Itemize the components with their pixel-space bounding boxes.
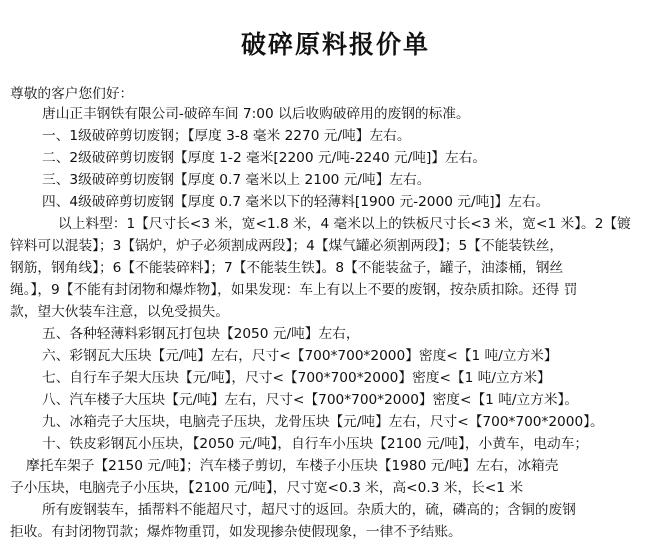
requirements-line-4: 绳。】，9【不能有封闭物和爆炸物】，如果发现：车上有以上不要的废钢，按杂质扣除。还得 罚 — [10, 282, 578, 298]
item-5-line: 五、各种轻薄料彩钢瓦打包块【2050 元/吨】左右， — [42, 326, 360, 342]
page-title: 破碎原料报价单 — [240, 30, 430, 59]
requirements-line-5: 款，望大伙装车注意，以免受损失。 — [10, 304, 230, 320]
grade-2-line: 二、2级破碎剪切废钢【厚度 1-2 毫米[2200 元/吨-2240 元/吨]】左右。 — [42, 150, 487, 166]
requirements-line-3: 钢筋，钢角线】；6【不能装碎料】；7【不能装生铁】。8【不能装盆子，罐子，油漆桶，钢丝 — [10, 260, 564, 276]
item-7-line: 七、自行车子架大压块【元/吨】，尺寸<【700*700*2000】密度<【1 吨/立方米】 — [42, 370, 551, 386]
item-10-line-1: 十、铁皮彩钢瓦小压块，【2050 元/吨】，自行车小压块【2100 元/吨】，小黄车，电动车； — [42, 436, 589, 452]
grade-3-line: 三、3级破碎剪切废钢【厚度 0.7 毫米以上 2100 元/吨】左右。 — [42, 172, 431, 188]
item-6-line: 六、彩钢瓦大压块【元/吨】左右，尺寸<【700*700*2000】密度<【1 吨/立方米】 — [42, 348, 558, 364]
closing-line-1: 所有废钢装车，插帮料不能超尺寸，超尺寸的返回。杂质大的，硫，磷高的；含铜的废钢 — [42, 502, 576, 518]
requirements-line-2: 锌料可以混装】；3【锅炉，炉子必须割成两段】；4【煤气罐必须割两段】；5【不能装铁丝， — [10, 238, 564, 254]
greeting: 尊敬的客户您们好： — [10, 86, 134, 102]
intro-line: 唐山正丰钢铁有限公司-破碎车间 7:00 以后收购破碎用的废钢的标准。 — [42, 106, 470, 122]
requirements-line-1: 以上料型：1【尺寸长<3 米，宽<1.8 米，4 毫米以上的铁板尺寸长<3 米，宽<1 米】。2【镀 — [58, 216, 631, 232]
item-8-line: 八、汽车楼子大压块【元/吨】左右，尺寸<【700*700*2000】密度<【1 吨/立方米】。 — [42, 392, 579, 408]
grade-4-line: 四、4级破碎剪切废钢【厚度 0.7 毫米以下的轻薄料[1900 元-2000 元/吨]】左右。 — [42, 194, 550, 210]
item-10-line-3: 子小压块，电脑壳子小压块，【2100 元/吨】，尺寸宽<0.3 米，高<0.3 米，长<1 米 — [10, 480, 524, 496]
grade-1-line: 一、1级破碎剪切废钢；【厚度 3-8 毫米 2270 元/吨】左右。 — [42, 128, 411, 144]
closing-line-2: 拒收。有封闭物罚款；爆炸物重罚，如发现掺杂使假现象，一律不予结账。 — [10, 524, 462, 540]
item-9-line: 九、冰箱壳子大压块，电脑壳子压块，龙骨压块【元/吨】左右，尺寸<【700*700*2000】。 — [42, 414, 604, 430]
item-10-line-2: 摩托车架子【2150 元/吨】；汽车楼子剪切，车楼子小压块【1980 元/吨】左右，冰箱壳 — [26, 458, 559, 474]
